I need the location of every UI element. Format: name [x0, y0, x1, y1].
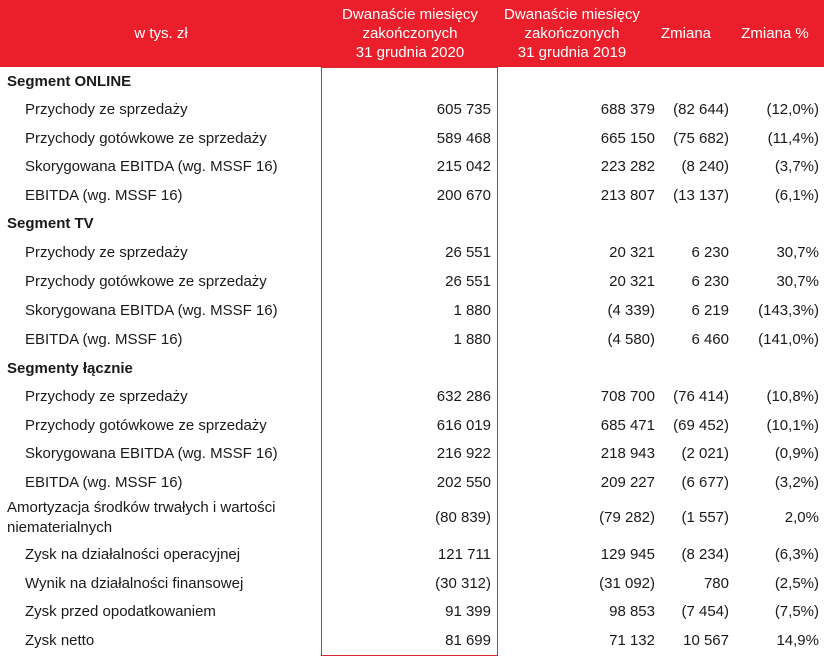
- cell-change-pct: (3,7%): [774, 158, 819, 175]
- cell-2019: 223 282: [600, 158, 655, 175]
- cell-change: (82 644): [673, 101, 729, 118]
- cell-2019: 209 227: [600, 474, 655, 491]
- cell-change-pct: 2,0%: [784, 509, 819, 526]
- cell-change: (8 234): [681, 546, 729, 563]
- row-label: Skorygowana EBITDA (wg. MSSF 16): [25, 445, 278, 462]
- cell-change: (1 557): [681, 509, 729, 526]
- header-change: Zmiana: [660, 25, 712, 42]
- row-label: Zysk przed opodatkowaniem: [25, 603, 216, 620]
- cell-2020: 632 286: [436, 388, 491, 405]
- cell-2020: 605 735: [436, 101, 491, 118]
- cell-2020: 616 019: [436, 417, 491, 434]
- cell-change-pct: (7,5%): [774, 603, 819, 620]
- row-label: Przychody ze sprzedaży: [25, 388, 188, 405]
- cell-2020: 121 711: [437, 546, 491, 563]
- cell-change: (75 682): [673, 130, 729, 147]
- row-label: Przychody gotówkowe ze sprzedaży: [25, 130, 267, 147]
- cell-change-pct: (10,1%): [766, 417, 819, 434]
- row-label: Przychody ze sprzedaży: [25, 244, 188, 261]
- cell-change-pct: (141,0%): [758, 331, 819, 348]
- cell-change-pct: (2,5%): [774, 575, 819, 592]
- cell-change: (69 452): [673, 417, 729, 434]
- cell-change: 6 230: [691, 273, 729, 290]
- cell-2019: (31 092): [599, 575, 655, 592]
- cell-2019: 129 945: [600, 546, 655, 563]
- cell-2019: (4 339): [607, 302, 655, 319]
- cell-2019: 20 321: [609, 244, 655, 261]
- cell-2019: 213 807: [600, 187, 655, 204]
- cell-2020: 1 880: [453, 331, 491, 348]
- cell-2019: 685 471: [600, 417, 655, 434]
- cell-2020: 216 922: [436, 445, 491, 462]
- cell-2019: 71 132: [609, 632, 655, 649]
- cell-change: (13 137): [673, 187, 729, 204]
- header-change-pct: Zmiana %: [741, 25, 809, 42]
- cell-2019: (4 580): [607, 331, 655, 348]
- cell-change: 780: [703, 575, 729, 592]
- row-label: Przychody gotówkowe ze sprzedaży: [25, 417, 267, 434]
- cell-2019: 708 700: [600, 388, 655, 405]
- header-unit: w tys. zł: [134, 25, 188, 42]
- cell-2020: 200 670: [436, 187, 491, 204]
- cell-2020: 26 551: [445, 273, 491, 290]
- row-label: Zysk netto: [25, 632, 95, 649]
- cell-change: 6 460: [691, 331, 729, 348]
- segment-title: Segment TV: [7, 215, 94, 232]
- cell-2019: (79 282): [599, 509, 655, 526]
- cell-change-pct: (12,0%): [766, 101, 819, 118]
- row-label: Przychody gotówkowe ze sprzedaży: [25, 273, 267, 290]
- cell-2020: 1 880: [453, 302, 491, 319]
- cell-2019: 20 321: [609, 273, 655, 290]
- cell-change-pct: (11,4%): [767, 130, 819, 147]
- row-label: Zysk na działalności operacyjnej: [25, 546, 241, 563]
- table-header: [0, 0, 824, 67]
- cell-2020: 91 399: [445, 603, 491, 620]
- row-label: Wynik na działalności finansowej: [25, 575, 244, 592]
- header-col-2020: Dwanaście miesięcy zakończonych 31 grudnia 2020: [342, 6, 478, 61]
- row-label: Amortyzacja środków trwałych i wartości niematerialnych: [7, 499, 276, 536]
- cell-change-pct: 30,7%: [776, 244, 819, 261]
- cell-change-pct: (6,3%): [774, 546, 819, 563]
- cell-2020: 215 042: [436, 158, 491, 175]
- cell-change: (6 677): [681, 474, 729, 491]
- cell-change-pct: 14,9%: [776, 632, 819, 649]
- cell-2020: 589 468: [436, 130, 491, 147]
- cell-2019: 218 943: [600, 445, 655, 462]
- row-label: EBITDA (wg. MSSF 16): [25, 187, 183, 204]
- cell-2019: 98 853: [609, 603, 655, 620]
- row-label: Przychody ze sprzedaży: [25, 101, 188, 118]
- cell-change-pct: (143,3%): [758, 302, 819, 319]
- segment-title: Segment ONLINE: [7, 73, 132, 90]
- cell-change: 6 230: [691, 244, 729, 261]
- cell-change: (76 414): [673, 388, 729, 405]
- cell-2019: 665 150: [600, 130, 655, 147]
- cell-change: 6 219: [691, 302, 729, 319]
- cell-2020: (80 839): [435, 509, 491, 526]
- row-label: EBITDA (wg. MSSF 16): [25, 331, 183, 348]
- header-col-2019: Dwanaście miesięcy zakończonych 31 grudnia 2019: [504, 6, 640, 61]
- row-label: Skorygowana EBITDA (wg. MSSF 16): [25, 158, 278, 175]
- cell-2020: 26 551: [445, 244, 491, 261]
- cell-change-pct: (6,1%): [774, 187, 819, 204]
- highlight-frame-2020: [321, 67, 498, 656]
- cell-change-pct: (10,8%): [766, 388, 819, 405]
- cell-change: (2 021): [681, 445, 729, 462]
- cell-change: (7 454): [681, 603, 729, 620]
- cell-2019: 688 379: [600, 101, 655, 118]
- cell-change-pct: 30,7%: [776, 273, 819, 290]
- cell-2020: 81 699: [445, 632, 491, 649]
- row-label: EBITDA (wg. MSSF 16): [25, 474, 183, 491]
- segment-title: Segmenty łącznie: [7, 360, 133, 377]
- cell-change: (8 240): [681, 158, 729, 175]
- cell-change: 10 567: [683, 632, 729, 649]
- cell-change-pct: (0,9%): [774, 445, 819, 462]
- cell-change-pct: (3,2%): [774, 474, 819, 491]
- cell-2020: (30 312): [435, 575, 491, 592]
- cell-2020: 202 550: [436, 474, 491, 491]
- row-label: Skorygowana EBITDA (wg. MSSF 16): [25, 302, 278, 319]
